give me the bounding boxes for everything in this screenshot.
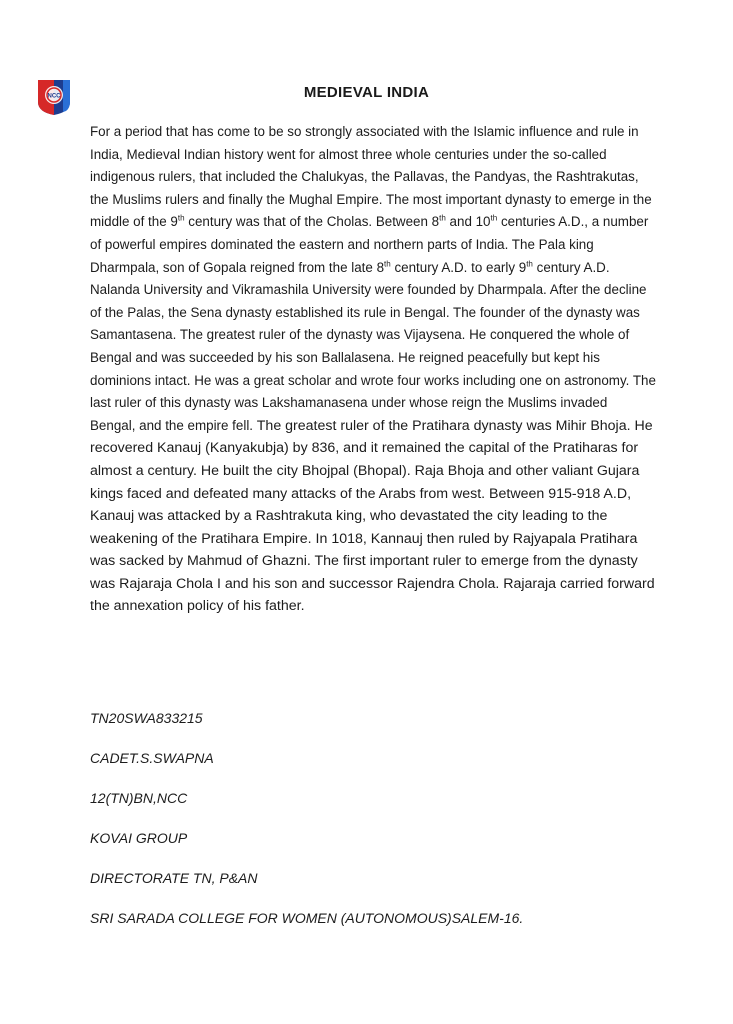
ncc-logo-text: NCC — [47, 93, 61, 100]
cadet-name: CADET.S.SWAPNA — [90, 750, 214, 766]
paragraph-part-2: The greatest ruler of the Pratihara dynasty was Mihir Bhoja. He recovered Kanauj (Kanyakubja) by 836, and it remained the capital of the Pratiharas for almost a century. He built the city Bhojpal (Bhopal). Raja Bhoja and other valiant Gujara kings faced and defeated many attacks of the Arabs from west. Between 915-918 A.D, Kanauj was attacked by a Rashtrakuta king, who devastated the city leading to the weakening of the Pratihara Empire. In 1018, Kannauj then ruled by Rajyapala Pratihara was sacked by Mahmud of Ghazni. The first important ruler to emerge from the dynasty was Rajaraja Chola I and his son and successor Rajendra Chola. Rajaraja carried forward the annexation policy of his father. — [90, 417, 655, 615]
page-title: MEDIEVAL INDIA — [303, 84, 430, 101]
group-name: KOVAI GROUP — [90, 830, 188, 846]
college-name: SRI SARADA COLLEGE FOR WOMEN (AUTONOMOUS)SALEM-16. — [90, 910, 524, 926]
battalion: 12(TN)BN,NCC — [90, 790, 188, 806]
paragraph-part-1: For a period that has come to be so strongly associated with the Islamic influence and rule in India, Medieval Indian history went for almost three whole centuries under the so-called indigenous rulers, that included the Chalukyas, the Pallavas, the Pandyas, the Rashtrakutas, the Muslims rulers and finally the Mughal Empire. The most important dynasty to emerge in the middle of the 9th century was that of the Cholas. Between 8th and 10th centuries A.D., a number of powerful empires dominated the eastern and northern parts of India. The Pala king Dharmpala, son of Gopala reigned from the late 8th century A.D. to early 9th century A.D. Nalanda University and Vikramashila University were founded by Dharmpala. After the decline of the Palas, the Sena dynasty established its rule in Bengal. The founder of the dynasty was Samantasena. The greatest ruler of the dynasty was Vijaysena. He conquered the whole of Bengal and was succeeded by his son Ballalasena. He reigned peacefully but kept his dominions intact. He was a great scholar and wrote four works including one on astronomy. The last ruler of this dynasty was Lakshamanasena under whose reign the Muslims invaded Bengal, and the empire fell. — [90, 124, 656, 433]
directorate: DIRECTORATE TN, P&AN — [90, 870, 258, 886]
signature-block — [90, 708, 690, 948]
body-paragraph — [90, 121, 656, 618]
cadet-id: TN20SWA833215 — [90, 710, 203, 726]
